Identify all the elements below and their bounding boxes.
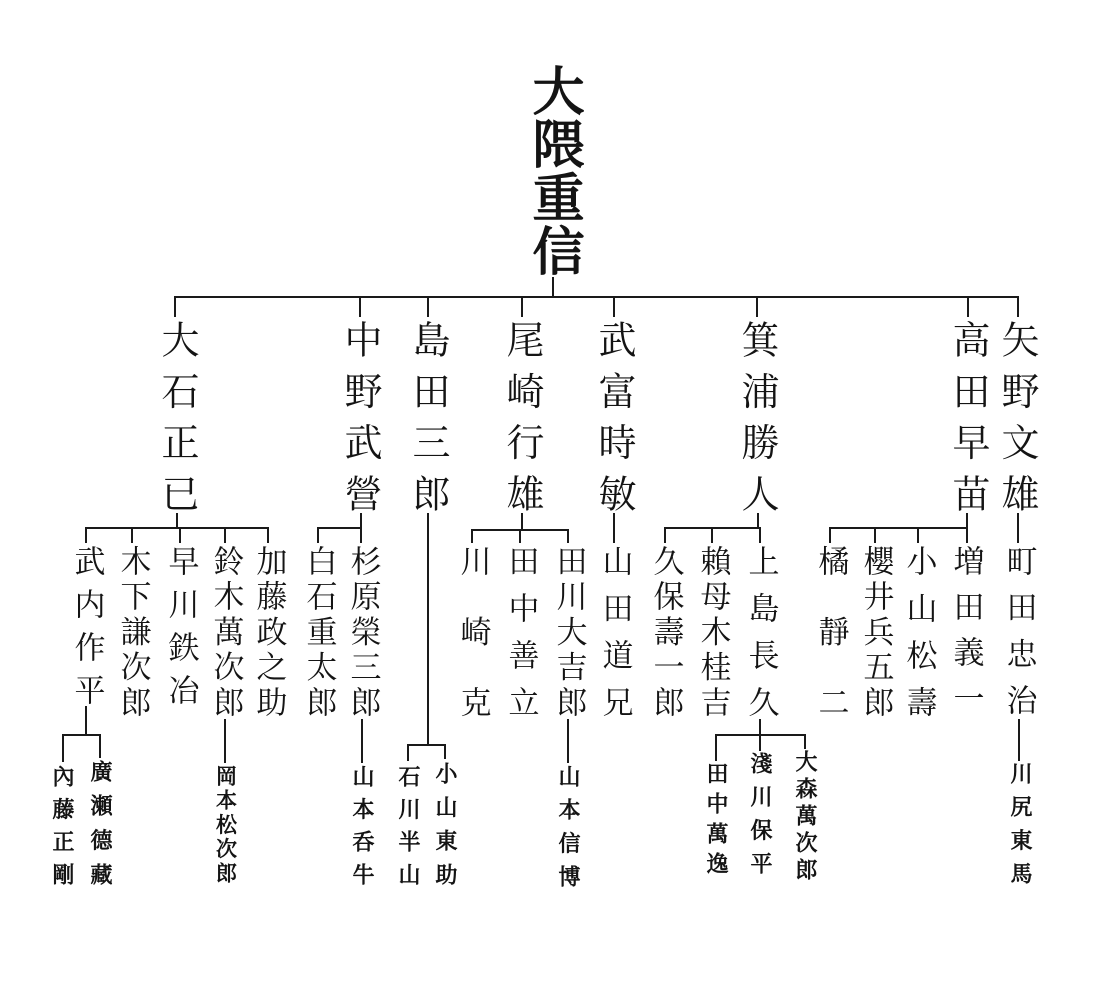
tree-node-name-level1: 高田早苗 <box>946 320 990 526</box>
tree-node-name-level2: 白石重太郎 <box>300 545 337 722</box>
tree-node-name-level3: 山本呑牛 <box>349 765 375 896</box>
tree-node-name-level2: 石川半山 <box>395 765 421 896</box>
tree-node-name-level2: 木下謙次郎 <box>114 545 151 722</box>
tree-node-name-level1: 矢野文雄 <box>995 320 1039 526</box>
tree-node-name-level2: 田中善立 <box>502 545 539 733</box>
tree-node-name-level2: 加藤政之助 <box>250 545 287 722</box>
tree-node-name-level2: 川崎克 <box>454 545 491 757</box>
tree-node-name-level3: 山本信博 <box>555 765 581 899</box>
tree-node-name-level1: 尾崎行雄 <box>500 320 544 526</box>
tree-node-name-level2: 久保壽一郎 <box>647 545 684 722</box>
tree-node-name-level2: 小山東助 <box>432 762 458 897</box>
tree-node-name-level2: 早川鉄冶 <box>162 545 199 717</box>
tree-node-name-level1: 島田三郎 <box>406 320 450 526</box>
tree-node-name-level3: 岡本松次郎 <box>213 765 239 887</box>
tree-node-name-level2: 杉原榮三郎 <box>344 545 381 722</box>
tree-root-name: 大隈重信 <box>523 64 584 278</box>
tree-node-name-level2: 小山松壽 <box>900 545 937 733</box>
tree-node-name-level2: 増田義一 <box>947 545 984 728</box>
tree-node-name-level2: 賴母木桂吉 <box>694 545 731 722</box>
tree-node-name-level3: 田中萬逸 <box>703 762 729 882</box>
tree-node-name-level2: 櫻井兵五郎 <box>857 545 894 722</box>
tree-node-name-level1: 武富時敏 <box>592 320 636 526</box>
tree-node-name-level2: 鈴木萬次郎 <box>207 545 244 722</box>
tree-node-name-level1: 大石正已 <box>155 320 199 526</box>
tree-node-name-level3: 淺川保平 <box>747 752 773 886</box>
tree-node-name-level3: 大森萬次郎 <box>792 750 818 885</box>
tree-node-name-level2: 上島長久 <box>742 545 779 733</box>
tree-node-name-level2: 武内作平 <box>68 545 105 717</box>
tree-node-name-level2: 橘靜二 <box>812 545 849 757</box>
tree-node-name-level1: 中野武營 <box>338 320 382 526</box>
tree-node-name-level3: 內藤正剛 <box>49 765 75 896</box>
tree-node-name-level2: 田川大吉郎 <box>550 545 587 722</box>
tree-node-name-level1: 箕浦勝人 <box>735 320 779 526</box>
tree-node-name-level2: 山田道兄 <box>596 545 633 733</box>
tree-node-name-level3: 廣瀬德藏 <box>87 760 113 898</box>
tree-node-name-level2: 町田忠治 <box>1000 545 1037 731</box>
tree-node-name-level3: 川尻東馬 <box>1007 762 1033 896</box>
